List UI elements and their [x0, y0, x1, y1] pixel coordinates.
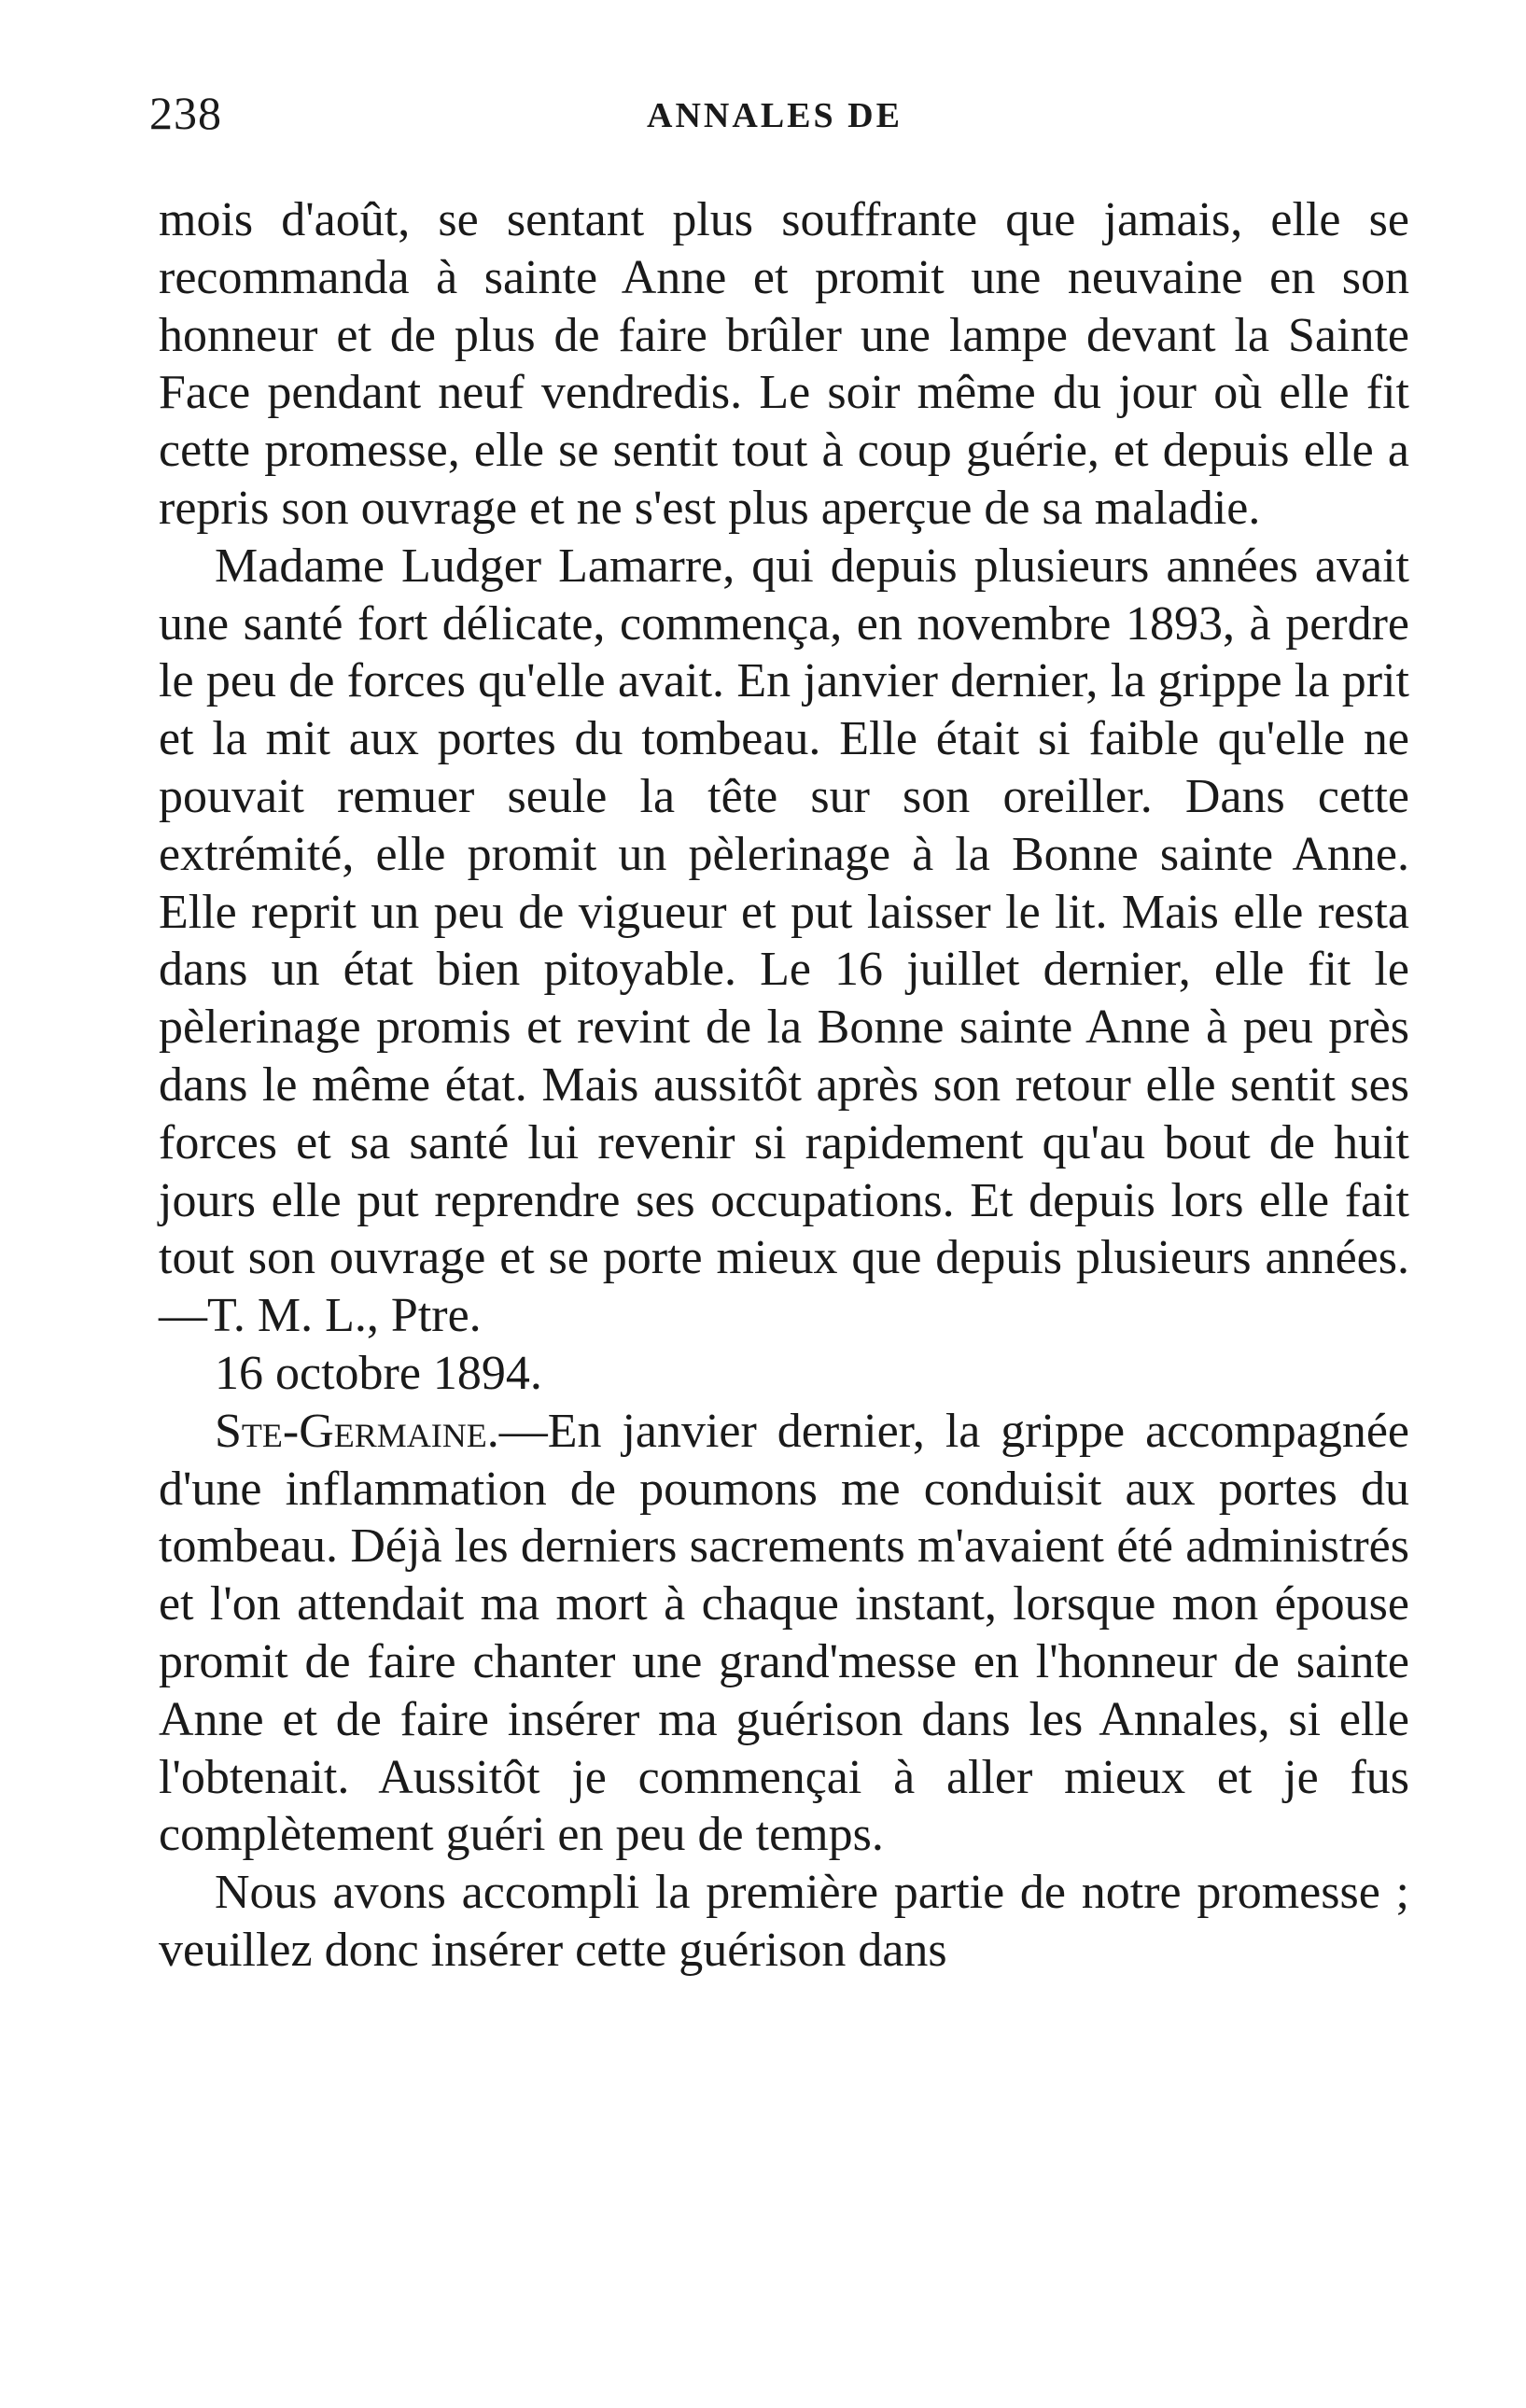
paragraph-ste-germaine-text: —En janvier dernier, la grippe accompagnée d'une inflammation de poumons me conduisit aux portes du tombeau. Déjà les derniers sacrements m'avaient été administrés et l'on attendait ma mort à chaque instant, lorsque mon épouse promit de faire chanter une grand'messe en l'honneur de sainte Anne et de faire insérer ma guérison dans les Annales, si elle l'obtenait. Aussitôt je commençai à aller mieux et je fus complètement guéri en peu de temps.: [159, 1404, 1409, 1862]
running-head: ANNALES DE: [647, 96, 903, 135]
paragraph-continued: mois d'août, se sentant plus souffrante que jamais, elle se recommanda à sainte Anne et promit une neuvaine en son honneur et de plus de faire brûler une lampe devant la Sainte Face pendant neuf vendredis. Le soir même du jour où elle fit cette promesse, elle se sentit tout à coup guérie, et depuis elle a repris son ouvrage et ne s'est plus aperçue de sa maladie.: [159, 193, 1409, 535]
paragraph-ste-germaine: [159, 1403, 1409, 1864]
body-text: [159, 191, 1409, 1980]
place-name: Ste-Germaine.: [215, 1404, 499, 1458]
paragraph-promise: Nous avons accompli la première partie de notre promesse ; veuillez donc insérer cette guérison dans: [159, 1866, 1409, 1977]
page-header: [149, 86, 1400, 151]
paragraph-lamarre: Madame Ludger Lamarre, qui depuis plusieurs années avait une santé fort délicate, commença, en novembre 1893, à perdre le peu de forces qu'elle avait. En janvier dernier, la grippe la prit et la mit aux portes du tombeau. Elle était si faible qu'elle ne pouvait remuer seule la tête sur son oreiller. Dans cette extrémité, elle promit un pèlerinage à la Bonne sainte Anne. Elle reprit un peu de vigueur et put laisser le lit. Mais elle resta dans un état bien pitoyable. Le 16 juillet dernier, elle fit le pèlerinage promis et revint de la Bonne sainte Anne à peu près dans le même état. Mais aussitôt après son retour elle sentit ses forces et sa santé lui revenir si rapidement qu'au bout de huit jours elle put reprendre ses occupations. Et depuis lors elle fait tout son ouvrage et se porte mieux que depuis plusieurs années.—T. M. L., Ptre.: [159, 539, 1409, 1343]
page-number: 238: [149, 87, 222, 139]
dateline: 16 octobre 1894.: [215, 1346, 542, 1400]
